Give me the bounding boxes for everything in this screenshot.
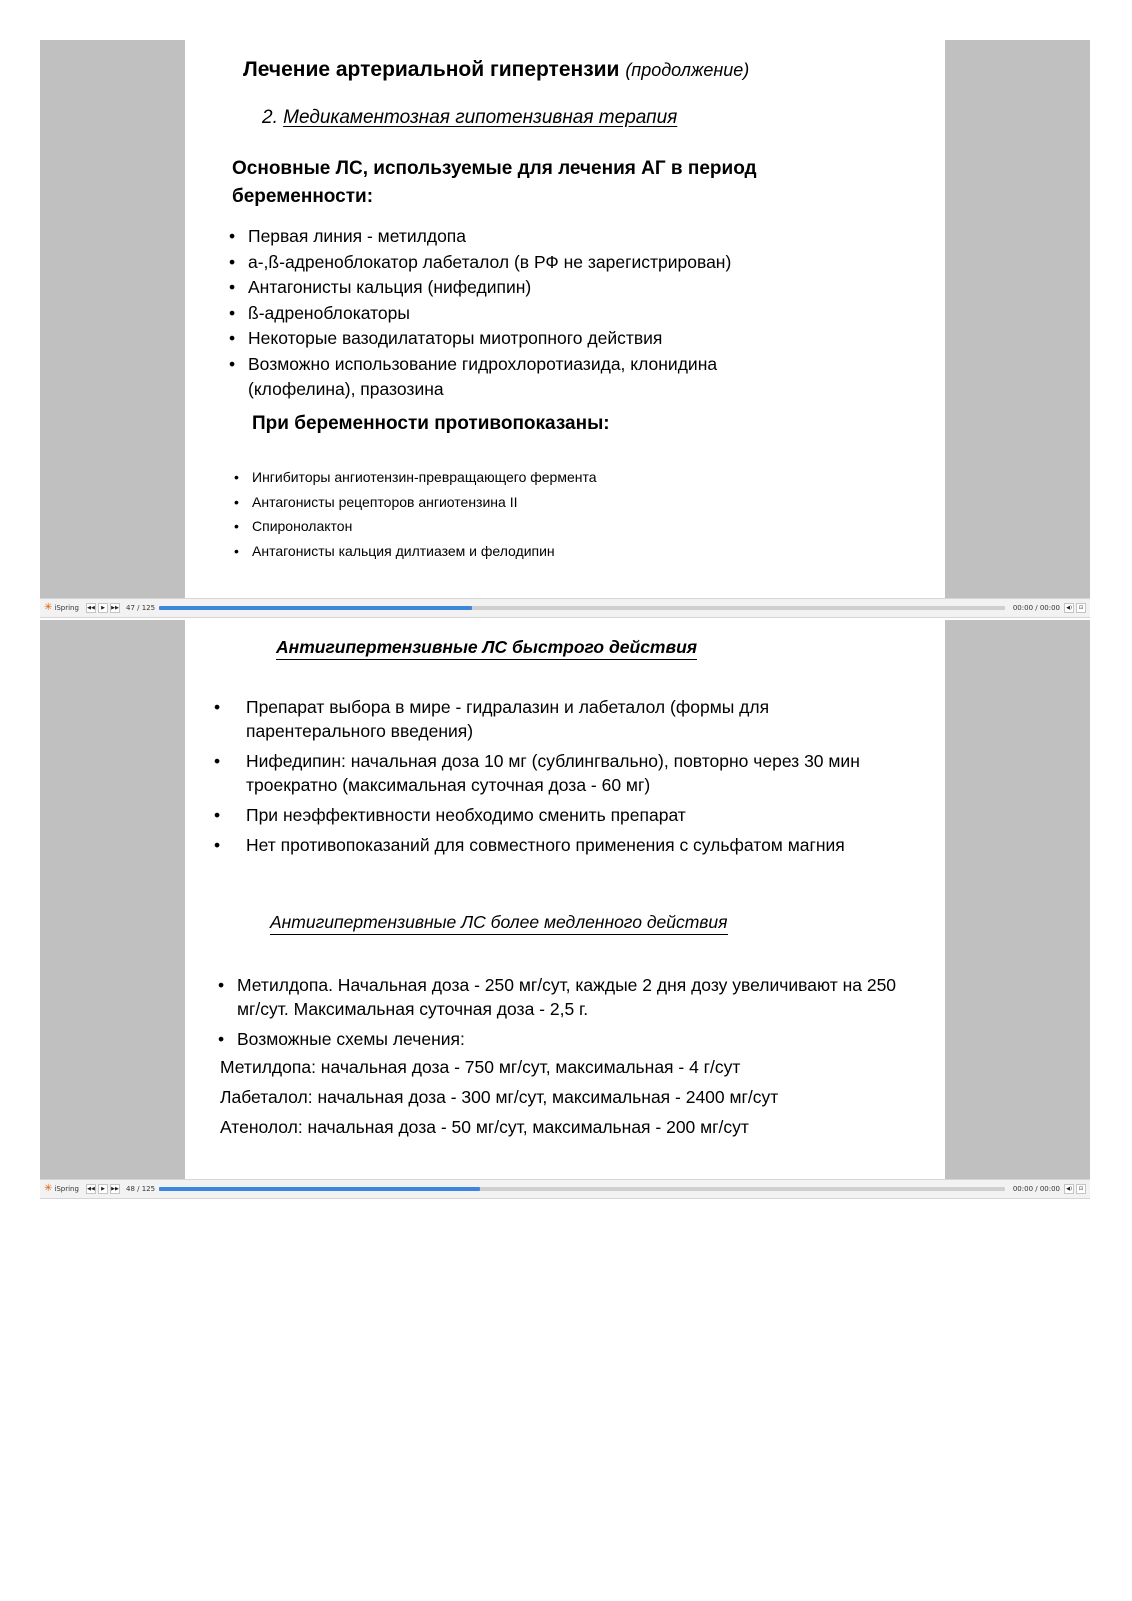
scheme-methyldopa: Метилдопа: начальная доза - 750 мг/сут, максимальная - 4 г/сут bbox=[220, 1057, 741, 1077]
scheme-labetalol: Лабеталол: начальная доза - 300 мг/сут, максимальная - 2400 мг/сут bbox=[220, 1087, 779, 1107]
slide-title-note: (продолжение) bbox=[625, 60, 750, 80]
slide-title-text: Лечение артериальной гипертензии bbox=[243, 58, 620, 81]
fast-forward-icon: ▶▶ bbox=[111, 1186, 119, 1192]
list-item: • Препарат выбора в мире - гидралазин и лабеталол (формы для парентерального введения) bbox=[213, 695, 913, 743]
ispring-logo-icon: ✳ bbox=[44, 602, 53, 613]
subheading-text: Медикаментозная гипотензивная терапия bbox=[283, 107, 678, 128]
fullscreen-button[interactable] bbox=[1076, 603, 1086, 613]
play-icon: ▶ bbox=[101, 605, 105, 611]
player-bar-2 bbox=[40, 1179, 1090, 1199]
next-slide-button[interactable] bbox=[110, 1184, 120, 1194]
list-item: • Антагонисты рецепторов ангиотензина II bbox=[234, 490, 597, 515]
ispring-logo-text: iSpring bbox=[54, 1185, 79, 1193]
slide-title bbox=[243, 58, 749, 82]
list-item: • Спиронолактон bbox=[234, 514, 597, 539]
volume-icon: ◀) bbox=[1066, 605, 1072, 611]
list-item: • При неэффективности необходимо сменить препарат bbox=[213, 803, 913, 827]
list-item: • ß-адреноблокаторы bbox=[229, 301, 789, 327]
fast-acting-heading-text: Антигипертензивные ЛС быстрого действия bbox=[276, 637, 697, 660]
fast-forward-icon: ▶▶ bbox=[111, 605, 119, 611]
ispring-logo-icon: ✳ bbox=[44, 1183, 53, 1194]
play-button[interactable] bbox=[98, 603, 108, 613]
list-item: • Антагонисты кальция (нифедипин) bbox=[229, 275, 789, 301]
progress-track[interactable] bbox=[159, 606, 1005, 610]
slow-acting-list bbox=[218, 973, 918, 1057]
rewind-icon: ◀◀ bbox=[87, 1186, 95, 1192]
slide-counter: 47 / 125 bbox=[126, 604, 156, 612]
list-item: • a-,ß-адреноблокатор лабеталол (в РФ не зарегистрирован) bbox=[229, 250, 789, 276]
progress-fill bbox=[159, 1187, 480, 1191]
ispring-logo bbox=[44, 603, 86, 613]
list-item: • Нет противопоказаний для совместного применения с сульфатом магния bbox=[213, 833, 913, 857]
fullscreen-button[interactable] bbox=[1076, 1184, 1086, 1194]
slow-acting-heading-text: Антигипертензивные ЛС более медленного действия bbox=[270, 912, 728, 935]
time-display: 00:00 / 00:00 bbox=[1012, 1185, 1060, 1193]
scheme-atenolol: Атенолол: начальная доза - 50 мг/сут, максимальная - 200 мг/сут bbox=[220, 1117, 749, 1137]
play-icon: ▶ bbox=[101, 1186, 105, 1192]
list-item: • Антагонисты кальция дилтиазем и фелодипин bbox=[234, 539, 597, 564]
list-item: • Нифедипин: начальная доза 10 мг (сублингвально), повторно через 30 мин троекратно (максимальная суточная доза - 60 мг) bbox=[213, 749, 913, 797]
ispring-logo bbox=[44, 1184, 86, 1194]
list-item: • Некоторые вазодилататоры миотропного действия bbox=[229, 326, 789, 352]
volume-button[interactable] bbox=[1064, 603, 1074, 613]
fullscreen-icon: ⊡ bbox=[1078, 605, 1084, 611]
progress-track[interactable] bbox=[159, 1187, 1005, 1191]
ispring-logo-text: iSpring bbox=[54, 604, 79, 612]
therapy-subheading bbox=[262, 107, 677, 129]
main-drugs-heading: Основные ЛС, используемые для лечения АГ в период беременности: bbox=[232, 158, 757, 207]
volume-button[interactable] bbox=[1064, 1184, 1074, 1194]
previous-slide-button[interactable] bbox=[86, 1184, 96, 1194]
main-drugs-list bbox=[229, 224, 789, 403]
list-item: • Возможные схемы лечения: bbox=[218, 1027, 918, 1051]
contraindications-heading: При беременности противопоказаны: bbox=[252, 413, 610, 434]
slow-acting-heading bbox=[270, 912, 728, 933]
fast-acting-list bbox=[213, 695, 913, 863]
next-slide-button[interactable] bbox=[110, 603, 120, 613]
subheading-number: 2. bbox=[262, 107, 278, 128]
player-bar-1 bbox=[40, 598, 1090, 618]
slide-counter: 48 / 125 bbox=[126, 1185, 156, 1193]
list-item: • Возможно использование гидрохлоротиазида, клонидина (клофелина), празозина bbox=[229, 352, 789, 403]
list-item: • Метилдопа. Начальная доза - 250 мг/сут, каждые 2 дня дозу увеличивают на 250 мг/сут. Максимальная суточная доза - 2,5 г. bbox=[218, 973, 918, 1021]
list-item: • Ингибиторы ангиотензин-превращающего фермента bbox=[234, 465, 597, 490]
volume-icon: ◀) bbox=[1066, 1186, 1072, 1192]
fullscreen-icon: ⊡ bbox=[1078, 1186, 1084, 1192]
fast-acting-heading bbox=[276, 637, 697, 658]
previous-slide-button[interactable] bbox=[86, 603, 96, 613]
contraindications-list bbox=[234, 465, 597, 564]
time-display: 00:00 / 00:00 bbox=[1012, 604, 1060, 612]
rewind-icon: ◀◀ bbox=[87, 605, 95, 611]
list-item: • Первая линия - метилдопа bbox=[229, 224, 789, 250]
play-button[interactable] bbox=[98, 1184, 108, 1194]
progress-fill bbox=[159, 606, 472, 610]
